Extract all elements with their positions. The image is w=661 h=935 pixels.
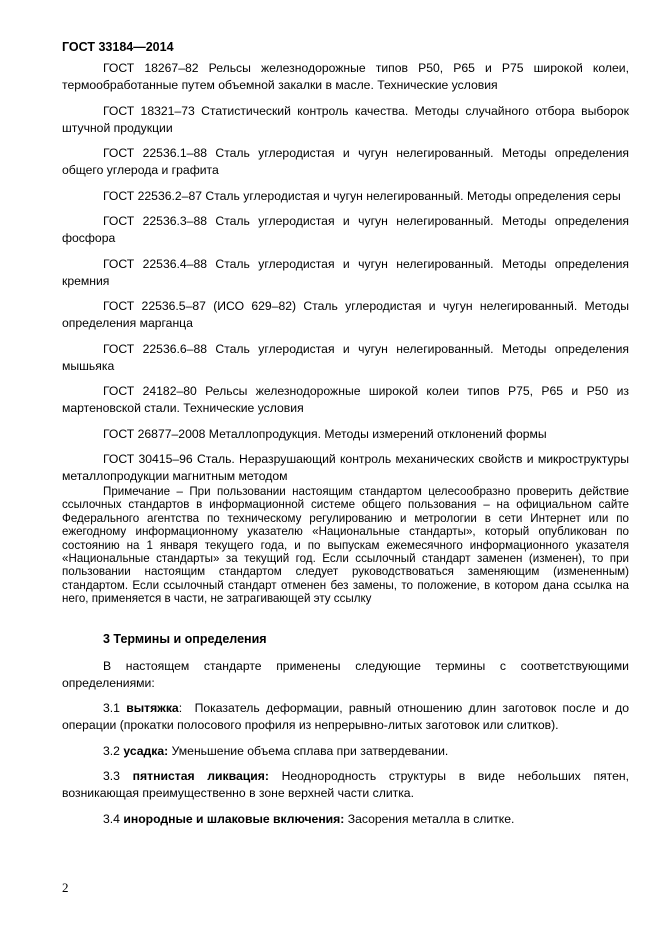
term-separator: : bbox=[178, 701, 195, 716]
reference-item: ГОСТ 22536.2–87 Сталь углеродистая и чугун нелегированный. Методы определения серы bbox=[103, 188, 621, 203]
term-text: Уменьшение объема сплава при затвердевании. bbox=[171, 743, 449, 758]
reference-item: ГОСТ 18321–73 Статистический контроль качества. Методы случайного отбора выборок штучной продукции bbox=[62, 103, 629, 135]
term-number: 3.4 bbox=[103, 811, 120, 826]
reference-item: ГОСТ 24182–80 Рельсы железнодорожные широкой колеи типов Р75, Р65 и Р50 из мартеновской стали. Технические условия bbox=[62, 384, 629, 415]
reference-item: ГОСТ 22536.6–88 Сталь углеродистая и чугун нелегированный. Методы определения мышьяка bbox=[62, 341, 629, 373]
term-text: Показатель деформации, равный отношению длин заготовок после и до операции (прокатки полосового профиля из непрерывно-литых заготовок или слитков). bbox=[62, 701, 629, 733]
term-definition bbox=[62, 811, 629, 828]
term-name: инородные и шлаковые включения: bbox=[123, 811, 345, 826]
term-name: вытяжка bbox=[126, 701, 179, 716]
term-number: 3.1 bbox=[103, 701, 120, 716]
document-header: ГОСТ 33184—2014 bbox=[62, 40, 174, 54]
term-definition bbox=[62, 700, 629, 734]
term-text: Засорения металла в слитке. bbox=[347, 811, 515, 826]
reference-item: ГОСТ 22536.1–88 Сталь углеродистая и чугун нелегированный. Методы определения общего углерода и графита bbox=[62, 146, 629, 177]
reference-item: ГОСТ 22536.3–88 Сталь углеродистая и чугун нелегированный. Методы определения фосфора bbox=[62, 214, 629, 245]
term-name: усадка: bbox=[123, 743, 169, 758]
page-number: 2 bbox=[62, 880, 69, 895]
reference-item: ГОСТ 30415–96 Сталь. Неразрушающий контроль механических свойств и микроструктуры металлопродукции магнитным методом bbox=[62, 452, 629, 483]
document-body bbox=[62, 60, 629, 836]
section-intro: В настоящем стандарте применены следующие термины с соответствующими определениями: bbox=[62, 658, 629, 690]
term-definition bbox=[62, 768, 629, 802]
term-text: Неоднородность структуры в виде небольших пятен, возникающая преимущественно в зоне верхней части слитка. bbox=[62, 769, 630, 801]
reference-item: ГОСТ 18267–82 Рельсы железнодорожные типов Р50, Р65 и Р75 широкой колеи, термообработанные путем объемной закалки в масле. Технические условия bbox=[62, 61, 629, 92]
term-separator bbox=[269, 769, 282, 783]
reference-item: ГОСТ 22536.5–87 (ИСО 629–82) Сталь углеродистая и чугун нелегированный. Методы определения марганца bbox=[62, 299, 629, 330]
reference-item: ГОСТ 26877–2008 Металлопродукция. Методы измерений отклонений формы bbox=[103, 426, 547, 441]
note-paragraph: Примечание – При пользовании настоящим стандартом целесообразно проверить действие ссылочных стандартов в информационной системе общего пользования – на официальном сайте Федерального агентства по техническому регулированию и метрологии в сети Интернет или по ежегодному информационному указателю «Национальные стандарты», который опубликован по состоянию на 1 января текущего года, и по выпускам ежемесячного информационного указателя «Национальные стандарты» за текущий год. Если ссылочный стандарт заменен (изменен), то при пользовании настоящим стандартом следует руководствоваться заменяющим (измененным) стандартом. Если ссылочный стандарт отменен без замены, то положение, в котором дана ссылка на него, применяется в части, не затрагивающей эту ссылку bbox=[62, 485, 629, 606]
term-definition bbox=[62, 743, 629, 760]
term-number: 3.2 bbox=[103, 743, 120, 758]
term-number: 3.3 bbox=[103, 769, 120, 784]
section-title: 3 Термины и определения bbox=[103, 631, 267, 646]
term-name: пятнистая ликвация: bbox=[132, 769, 269, 784]
reference-item: ГОСТ 22536.4–88 Сталь углеродистая и чугун нелегированный. Методы определения кремния bbox=[62, 256, 629, 288]
